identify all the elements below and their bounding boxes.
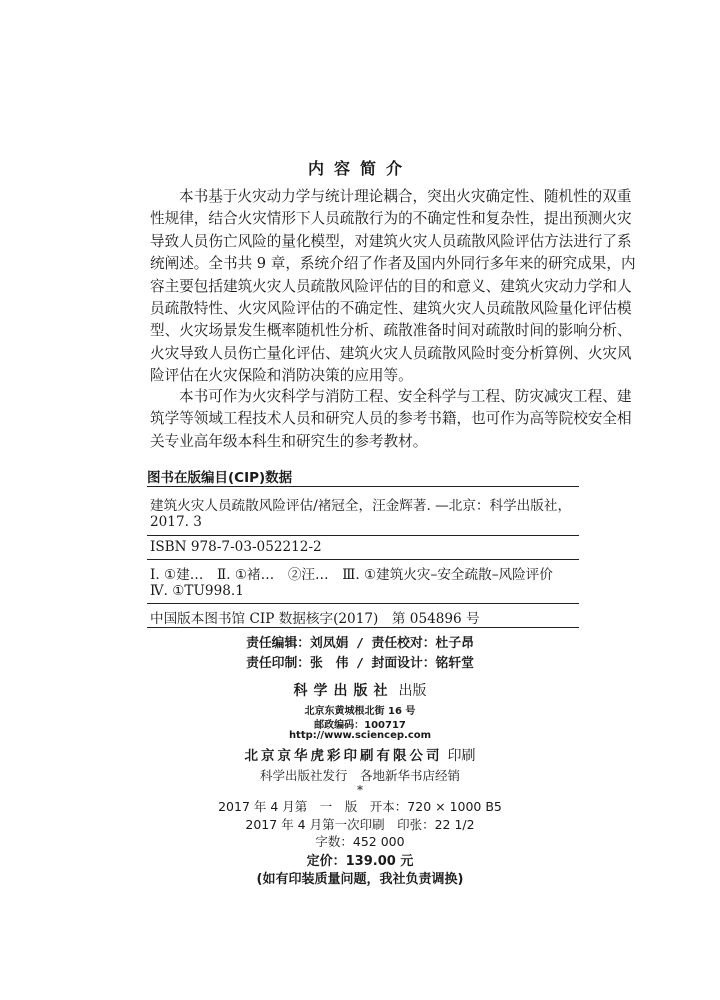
word-count: 字数：452 000: [315, 834, 405, 849]
cip-entry-line-2: 2017. 3: [150, 514, 202, 530]
cip-subject-line-1: Ⅰ. ①建… Ⅱ. ①褚… ②汪… Ⅲ. ①建筑火灾–安全疏散–风险评价: [150, 567, 553, 583]
cip-heading: 图书在版编目(CIP)数据: [147, 470, 293, 486]
quality-note: (如有印装质量问题，我社负责调换): [256, 872, 464, 887]
printer-name: 北京京华虎彩印刷有限公司: [244, 748, 443, 764]
publisher-line: [0, 680, 720, 700]
summary-line: 本书可作为火灾科学与消防工程、安全科学与工程、防灾减灾工程、建: [179, 388, 632, 405]
cip-record-number: 中国版本图书馆 CIP 数据核字(2017) 第 054896 号: [150, 611, 480, 627]
summary-line: 险评估在火灾保险和消防决策的应用等。: [150, 367, 413, 385]
printing-line: 2017 年 4 月第一次印刷 印张：22 1/2: [245, 817, 475, 832]
publisher-name: 科学出版社: [293, 683, 394, 699]
summary-line: 导致人员伤亡风险的量化模型，对建筑火灾人员疏散风险评估方法进行了系: [150, 232, 632, 250]
edition-line: 2017 年 4 月第 一 版 开本：720 × 1000 B5: [218, 799, 502, 814]
summary-line: 性规律，结合火灾情形下人员疏散行为的不确定性和复杂性，提出预测火灾: [150, 210, 632, 228]
summary-paragraph-1: [150, 186, 636, 388]
summary-title: 内容简介: [307, 159, 412, 178]
cip-top-rule: [147, 486, 579, 487]
website: http://www.sciencep.com: [288, 730, 432, 741]
summary-paragraph-2: [150, 386, 632, 453]
summary-line: 统阐述。全书共 9 章，系统介绍了作者及国内外同行多年来的研究成果，内: [150, 255, 636, 273]
summary-line: 员疏散特性、火灾风险评估的不确定性、建筑火灾人员疏散风险量化评估模: [150, 299, 632, 317]
editor-line: 责任编辑：刘凤娟 / 责任校对：杜子昂: [246, 636, 474, 651]
cip-subject-line-2: Ⅳ. ①TU998.1: [150, 583, 244, 599]
distribution: 科学出版社发行 各地新华书店经销: [259, 768, 460, 783]
cip-rule: [147, 535, 579, 536]
summary-line: 火灾导致人员伤亡量化评估、建筑火灾人员疏散风险时变分析算例、火灾风: [150, 344, 632, 362]
cip-isbn: ISBN 978-7-03-052212-2: [150, 539, 322, 555]
cip-bottom-rule: [147, 627, 579, 628]
summary-line: 容主要包括建筑火灾人员疏散风险评估的目的和意义、建筑火灾动力学和人: [150, 277, 632, 295]
summary-line: 本书基于火灾动力学与统计理论耦合，突出火灾确定性、随机性的双重: [179, 188, 632, 205]
production-line: 责任印制：张 伟 / 封面设计：铭轩堂: [246, 656, 474, 671]
cip-entry-line-1: 建筑火灾人员疏散风险评估/褚冠全，汪金辉著. —北京：科学出版社，: [150, 498, 572, 514]
postcode: 邮政编码：100717: [314, 720, 406, 731]
publisher-address: 北京东黄城根北街 16 号: [304, 706, 416, 717]
price: 定价：139.00 元: [306, 854, 414, 869]
cip-rule: [147, 603, 579, 604]
cip-rule: [147, 559, 579, 560]
summary-line: 筑学等领域工程技术人员和研究人员的参考书籍，也可作为高等院校安全相: [150, 410, 632, 428]
publisher-suffix: 出版: [398, 683, 427, 699]
printer-suffix: 印刷: [447, 748, 476, 764]
separator-star: *: [357, 783, 363, 797]
summary-line: 关专业高年级本科生和研究生的参考教材。: [150, 432, 428, 450]
printer-line: [0, 744, 720, 765]
summary-line: 型、火灾场景发生概率随机性分析、疏散准备时间对疏散时间的影响分析、: [150, 322, 632, 340]
